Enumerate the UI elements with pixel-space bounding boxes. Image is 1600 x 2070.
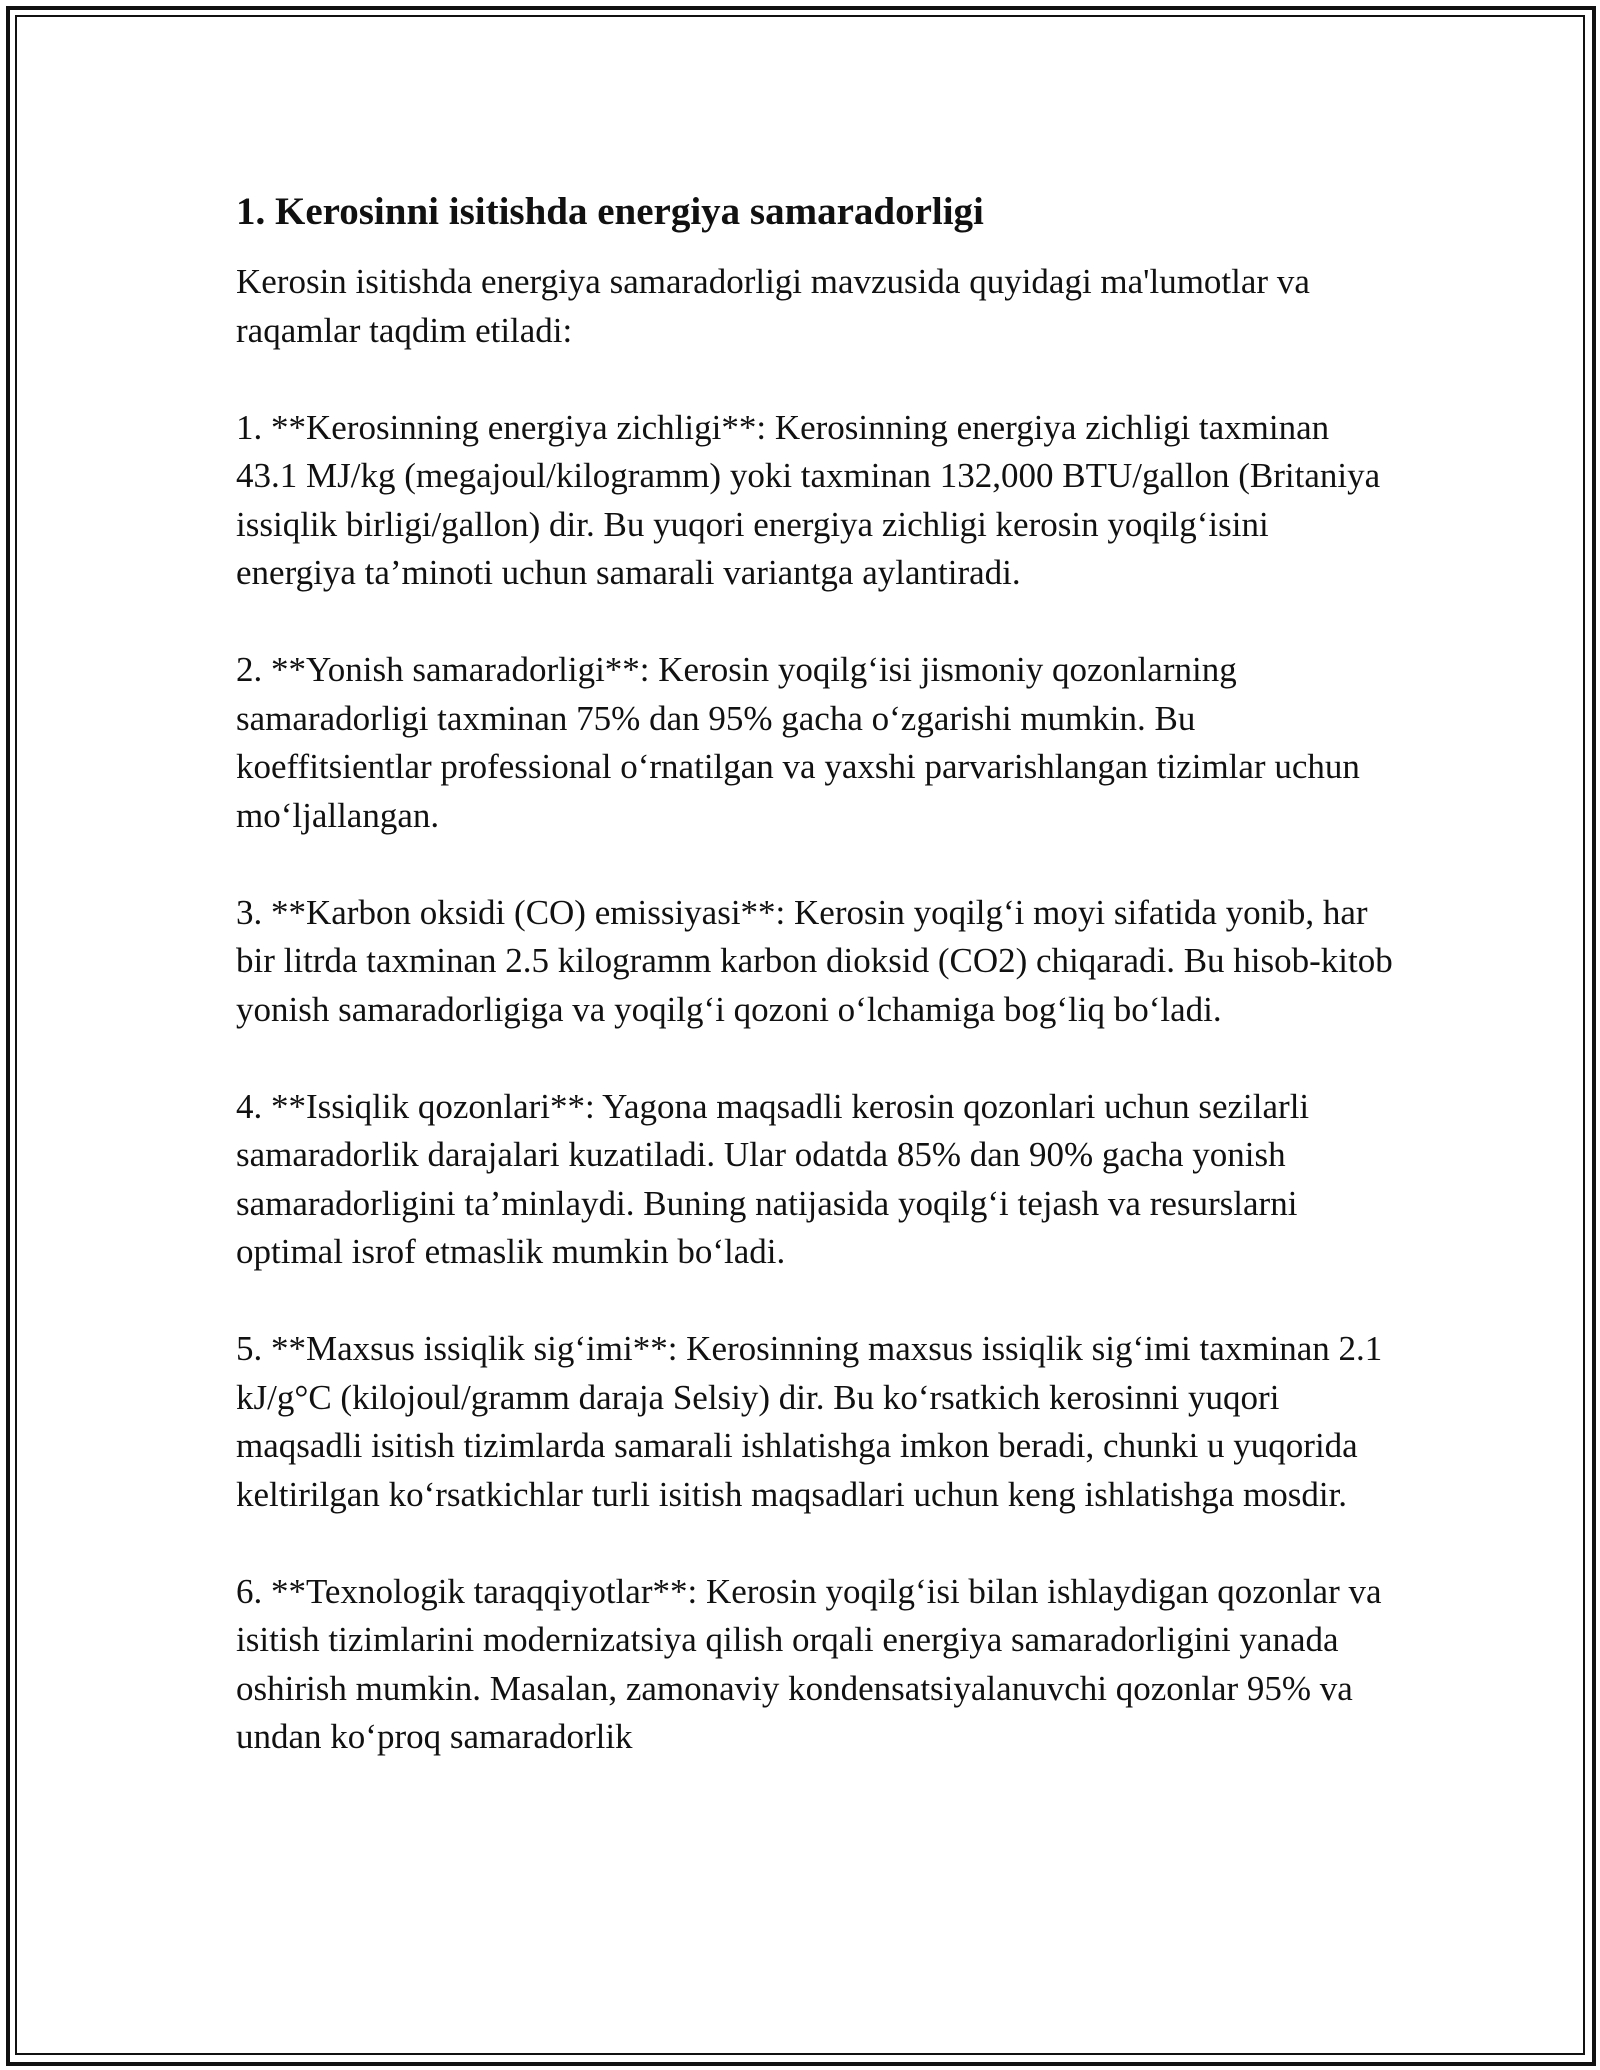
paragraph-co-emission: 3. **Karbon oksidi (CO) emissiyasi**: Kerosin yoqilg‘i moyi sifatida yonib, har bir litrda taxminan 2.5 kilogramm karbon dioksid (CO2) chiqaradi. Bu hisob-kitob yonish samaradorligiga va yoqilg‘i qozoni o‘lchamiga bog‘liq bo‘ladi. [236, 892, 1393, 1029]
paragraph-tech-progress: 6. **Texnologik taraqqiyotlar**: Kerosin yoqilg‘isi bilan ishlaydigan qozonlar va isitish tizimlarini modernizatsiya qilish orqali energiya samaradorligini yanada oshirish mumkin. Masalan, zamonaviy kondensatsiyalanuvchi qozonlar 95% va undan ko‘proq samaradorlik [236, 1571, 1382, 1756]
paragraph-energy-density: 1. **Kerosinning energiya zichligi**: Kerosinning energiya zichligi taxminan 43.1 MJ/kg (megajoul/kilogramm) yoki taxminan 132,000 BTU/gallon (Britaniya issiqlik birligi/gallon) dir. Bu yuqori energiya zichligi kerosin yoqilg‘isini energiya ta’minoti uchun samarali variantga aylantiradi. [236, 407, 1381, 592]
document-body [236, 186, 1396, 1762]
intro-paragraph: Kerosin isitishda energiya samaradorligi mavzusida quyidagi ma'lumotlar va raqamlar taqdim etiladi: [236, 262, 1310, 350]
paragraph-heat-boilers: 4. **Issiqlik qozonlari**: Yagona maqsadli kerosin qozonlari uchun sezilarli samaradorlik darajalari kuzatiladi. Ular odatda 85% dan 90% gacha yonish samaradorligini ta’minlaydi. Buning natijasida yoqilg‘i tejash va resurslarni optimal isrof etmaslik mumkin bo‘ladi. [236, 1086, 1310, 1271]
paragraph-specific-heat: 5. **Maxsus issiqlik sig‘imi**: Kerosinning maxsus issiqlik sig‘imi taxminan 2.1 kJ/g°C (kilojoul/gramm daraja Selsiy) dir. Bu ko‘rsatkich kerosinni yuqori maqsadli isitish tizimlarda samarali ishlatishga imkon beradi, chunki u yuqorida keltirilgan ko‘rsatkichlar turli isitish maqsadlari uchun keng ishlatishga mosdir. [236, 1329, 1383, 1514]
paragraph-combustion-efficiency: 2. **Yonish samaradorligi**: Kerosin yoqilg‘isi jismoniy qozonlarning samaradorligi taxminan 75% dan 95% gacha o‘zgarishi mumkin. Bu koeffitsientlar professional o‘rnatilgan va yaxshi parvarishlangan tizimlar uchun mo‘ljallangan. [236, 650, 1360, 835]
document-title: 1. Kerosinni isitishda energiya samaradorligi [236, 190, 984, 233]
